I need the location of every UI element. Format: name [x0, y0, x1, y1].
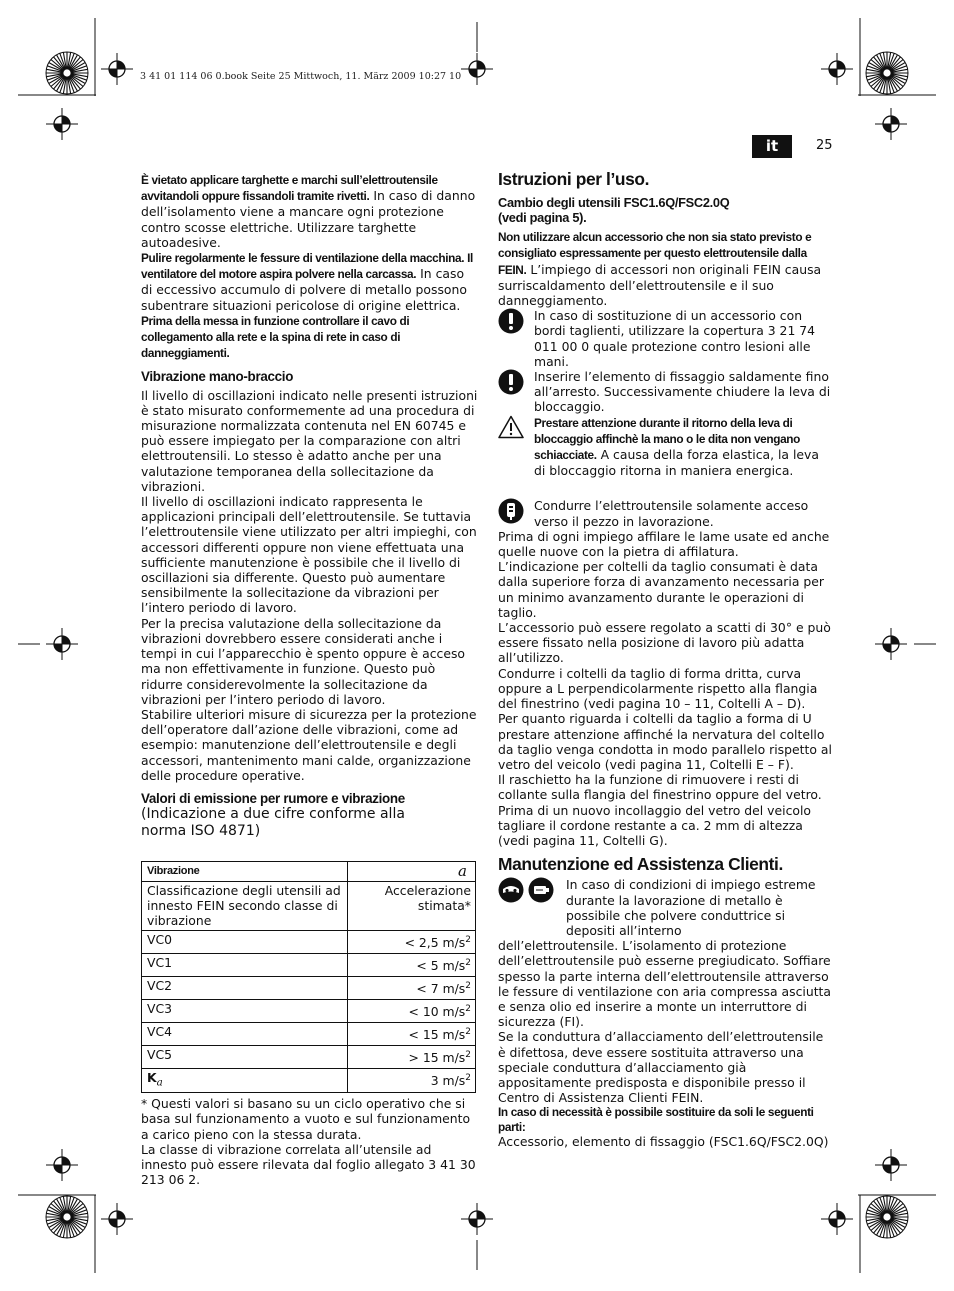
- table-cell-acceleration: [348, 1023, 476, 1046]
- star-target-bottom-left: [46, 1196, 88, 1238]
- vibration-paragraph-4: Stabilire ulteriori misure di sicurezza per la protezione dell’operatore dall’azione delle vibrazioni, come ad esempio: manutenzione dell’elettroutensile e degli accessori, mantenimento mani calde, organizzazione delle procedure operative.: [141, 706, 477, 783]
- star-target-bottom-right: [866, 1196, 908, 1238]
- compressed-air-icon: [528, 877, 554, 903]
- class-label: VC0: [147, 932, 173, 948]
- table-cell-class: [142, 977, 348, 1000]
- table-cell-class: [142, 954, 348, 977]
- table-cell-acceleration: [348, 1000, 476, 1023]
- table-cell-acceleration: [348, 1045, 476, 1068]
- acceleration-value: < 5 m/s: [416, 958, 466, 974]
- table-cell-class: [142, 931, 348, 954]
- maintenance-paragraph-2: Se la conduttura d’allacciamento dell’elettroutensile è difettosa, deve essere sostituita attraverso una speciale conduttura d’allacciamento già appositamente predisposta e disponibile presso il Centro di Assistenza Clienti FEIN.: [498, 1029, 824, 1106]
- acceleration-value: < 10 m/s: [408, 1004, 466, 1020]
- paragraph-u-blades: Per quanto riguarda i coltelli da taglio a forma di U prestare attenzione affinché la nervatura del coltello da taglio venga condotta in modo parallelo rispetto al vetro del veicolo (vedi pagina 11, Coltelli E – F).: [498, 711, 832, 772]
- bold-text: È vietato applicare targhette e marchi sull’elettroutensile avvitandoli oppure fissandoli tramite rivetti.: [141, 173, 438, 204]
- paragraph-cable-check: [141, 313, 479, 362]
- maintenance-icons: [498, 877, 566, 938]
- heading-hand-arm-vibration: Vibrazione mano-braccio: [141, 369, 294, 385]
- power-tool-icon: [498, 498, 534, 527]
- vibration-paragraph-3: Per la precisa valutazione della sollecitazione da vibrazioni dovrebbero essere considerati anche i tempi in cui l’apparecchio è spento oppure è acceso ma non effettivamente in funzione. Questo può ridurre considerevolmente la sollecitazione da vibrazioni per l’intero periodo di lavoro.: [141, 615, 465, 707]
- paragraph-accessory-warning: [498, 229, 834, 308]
- table-cell-class: [142, 1023, 348, 1046]
- table-header-cell: Vibrazione: [142, 862, 348, 882]
- maintenance-parts-list: Accessorio, elemento di fissaggio (FSC1.6Q/FSC2.0Q): [498, 1134, 829, 1150]
- maintenance-intro-text: In caso di condizioni di impiego estreme durante la lavorazione di metallo è possibile che polvere conduttrice si depositi all’interno: [566, 877, 816, 938]
- table-body: [142, 931, 476, 1093]
- table-cell-acceleration: [348, 954, 476, 977]
- class-label: VC2: [147, 978, 173, 994]
- table-row: [142, 954, 476, 977]
- notice-text: Condurre l’elettroutensile solamente acceso verso il pezzo in lavorazione.: [534, 498, 809, 529]
- bold-text: Prima della messa in funzione controllare il cavo di collegamento alla rete e la spina di rete in caso di danneggiamenti.: [141, 313, 410, 361]
- heading-operating-instructions: Istruzioni per l’uso.: [498, 169, 650, 189]
- bold-text: Pulire regolarmente le fessure di ventilazione della macchina. Il ventilatore del motore aspira polvere nella carcassa.: [141, 251, 473, 282]
- class-label: K: [147, 1069, 157, 1085]
- acceleration-value: < 2,5 m/s: [404, 935, 466, 951]
- heading-emission-values: Valori di emissione per rumore e vibrazione: [141, 790, 405, 806]
- language-badge: it: [752, 135, 792, 158]
- class-label: VC4: [147, 1024, 173, 1039]
- class-label: VC5: [147, 1046, 173, 1062]
- star-target-top-right: [866, 52, 908, 94]
- table-row: [142, 1000, 476, 1023]
- star-target-top-left: [46, 52, 88, 94]
- unit-exponent: 2: [465, 958, 471, 969]
- table-row: [142, 977, 476, 1000]
- maintenance-paragraph-1-cont: dell’elettroutensile. L’isolamento di protezione dell’elettroutensile può esserne pregiudicato. Soffiare spesso la parte interna dell’elettroutensile attraverso le fessure di ventilazione con aria compressa asciutta e senza olio ed inserire a monte un interruttore di sicurezza (FI).: [498, 938, 831, 1030]
- emission-subtitle: (Indicazione a due cifre conforme alla norma ISO 4871): [141, 806, 405, 839]
- heading-maintenance: Manutenzione ed Assistenza Clienti.: [498, 854, 783, 875]
- paragraph-worn-blades: L’indicazione per coltelli da taglio consumati è data dalla superiore forza di avanzamento necessaria per un minimo avanzamento durante le operazioni di taglio.: [498, 559, 824, 620]
- acceleration-value: < 15 m/s: [408, 1027, 466, 1043]
- table-row: [142, 1068, 476, 1092]
- unit-exponent: 2: [465, 1004, 471, 1015]
- heading-tool-change: Cambio degli utensili FSC1.6Q/FSC2.0Q (vedi pagina 5).: [498, 195, 730, 226]
- bold-text: Prestare attenzione durante il ritorno della leva di bloccaggio affinchè la mano o le dita non vengano schiacciate.: [534, 415, 801, 463]
- body-text: In caso di danno dell’isolamento viene a mancare ogni protezione contro scosse elettriche. Utilizzare targhette autoadesive.: [141, 188, 476, 250]
- class-label: VC3: [147, 1001, 173, 1017]
- page-number: 25: [816, 138, 833, 153]
- book-header-line: 3 41 01 114 06 0.book Seite 25 Mittwoch, 11. März 2009 10:27 10: [140, 71, 462, 82]
- exclamation-icon: [498, 369, 534, 398]
- table-cell-acceleration: [348, 931, 476, 954]
- notice-cover: [498, 308, 834, 369]
- notice-text: Inserire l’elemento di fissaggio saldamente fino all’arresto. Successivamente chiudere la leva di bloccaggio.: [534, 369, 831, 415]
- table-cell: Classificazione degli utensili ad innesto FEIN secondo classe di vibrazione: [142, 881, 348, 930]
- exclamation-icon: [498, 308, 534, 337]
- table-cell-class: [142, 1068, 348, 1092]
- body-text: In caso di eccessivo accumulo di polvere di metallo possono subentrare situazioni pericolose di origine elettrica.: [141, 266, 467, 313]
- table-cell-acceleration: [348, 977, 476, 1000]
- vibration-class-note: La classe di vibrazione correlata all’utensile ad innesto può essere rilevata dal foglio allegato 3 41 30 213 06 2.: [141, 1141, 476, 1188]
- maintenance-replaceable-parts: In caso di necessità è possibile sostituire da soli le seguenti parti:: [498, 1105, 814, 1134]
- unit-exponent: 2: [465, 935, 471, 946]
- vibration-table: [141, 861, 476, 1093]
- unit-exponent: 2: [465, 1072, 471, 1083]
- table-row: [142, 1045, 476, 1068]
- acceleration-value: < 7 m/s: [416, 981, 466, 997]
- notice-switched-on: [498, 498, 834, 528]
- unit-exponent: 2: [465, 1049, 471, 1060]
- table-row: [142, 931, 476, 954]
- bold-text: Non utilizzare alcun accessorio che non sia stato previsto e consigliato espressamente per questo elettroutensile dalla FEIN.: [498, 230, 812, 277]
- notice-text: In caso di sostituzione di un accessorio con bordi taglienti, utilizzare la copertura 3 21 74 011 00 0 quale protezione contro lesioni alle mani.: [534, 308, 816, 369]
- body-text: L’impiego di accessori non originali FEIN causa surriscaldamento dell’elettroutensile e il suo danneggiamento.: [498, 261, 822, 309]
- body-text: A causa della forza elastica, la leva di bloccaggio ritorna in maniera energica.: [534, 447, 819, 479]
- paragraph-sharpen: Prima di ogni impiego affilare le lame usate ed anche quelle nuove con la pietra di affilatura.: [498, 528, 830, 560]
- notice-fixing-element: [498, 369, 834, 415]
- class-label-subscript: a: [156, 1076, 163, 1089]
- right-column: [498, 169, 834, 1150]
- vibration-paragraph-1: Il livello di oscillazioni indicato nelle presenti istruzioni è stato misurato conformemente ad una procedura di misurazione normalizzata contenuta nel EN 60745 e può essere impiegato per la comparazione con altri elettroutensili. Lo stesso è adatto anche per una valutazione temporanea della sollecitazione da vibrazioni.: [141, 387, 478, 494]
- maintenance-intro: [498, 877, 834, 938]
- paragraph-scraper: Il raschietto ha la funzione di rimuovere i resti di collante sulla flangia del finestrino oppure del vetro. Prima di un nuovo incollaggio del vetro del veicolo tagliare il cordone restante a ca. 2 mm di altezza (vedi pagina 11, Coltelli G).: [498, 772, 822, 848]
- left-column: [141, 172, 479, 1187]
- class-label: VC1: [147, 955, 173, 971]
- table-footnote: * Questi valori si basano su un ciclo operativo che si basa sul funzionamento a vuoto e sul funzionamento a carico pieno con la stessa durata.: [141, 1096, 471, 1142]
- table-cell-acceleration: [348, 1068, 476, 1092]
- unit-exponent: 2: [465, 1027, 471, 1037]
- table-cell-class: [142, 1000, 348, 1023]
- unit-exponent: 2: [465, 981, 471, 992]
- eye-protection-icon: [498, 877, 524, 903]
- acceleration-value: 3 m/s: [430, 1072, 466, 1088]
- table-header-cell: a: [348, 862, 476, 882]
- warning-triangle-icon: [498, 415, 534, 442]
- paragraph-labels: [141, 172, 479, 250]
- acceleration-value: > 15 m/s: [408, 1050, 466, 1066]
- table-row: [142, 1023, 476, 1046]
- vibration-paragraph-2: Il livello di oscillazioni indicato rappresenta le applicazioni principali dell’elettroutensile. Se tuttavia l’elettroutensile viene utilizzato per altri impieghi, con accessori differenti oppure non viene effettuata una sufficiente manutenzione è possibile che il livello di oscillazioni sia differente. Questo può aumentare sensibilmente la sollecitazione da vibrazioni per l’intero periodo di lavoro.: [141, 494, 477, 616]
- notice-text: [534, 415, 834, 479]
- paragraph-adjust-30: L’accessorio può essere regolato a scatti di 30° e può essere fissato nella posizione di lavoro più adatta all’utilizzo.: [498, 620, 831, 666]
- table-subheader-row: [142, 881, 476, 930]
- paragraph-straight-blades: Condurre i coltelli da taglio di forma dritta, curva oppure a L perpendicolarmente rispetto alla flangia del finestrino (vedi pagina 10 – 11, Coltelli A – D).: [498, 665, 818, 712]
- paragraph-ventilation: [141, 250, 479, 313]
- table-cell-class: [142, 1045, 348, 1068]
- table-cell: Accelerazione stimata*: [348, 881, 476, 930]
- notice-clamping-lever: [498, 415, 834, 479]
- table-header-row: [142, 862, 476, 882]
